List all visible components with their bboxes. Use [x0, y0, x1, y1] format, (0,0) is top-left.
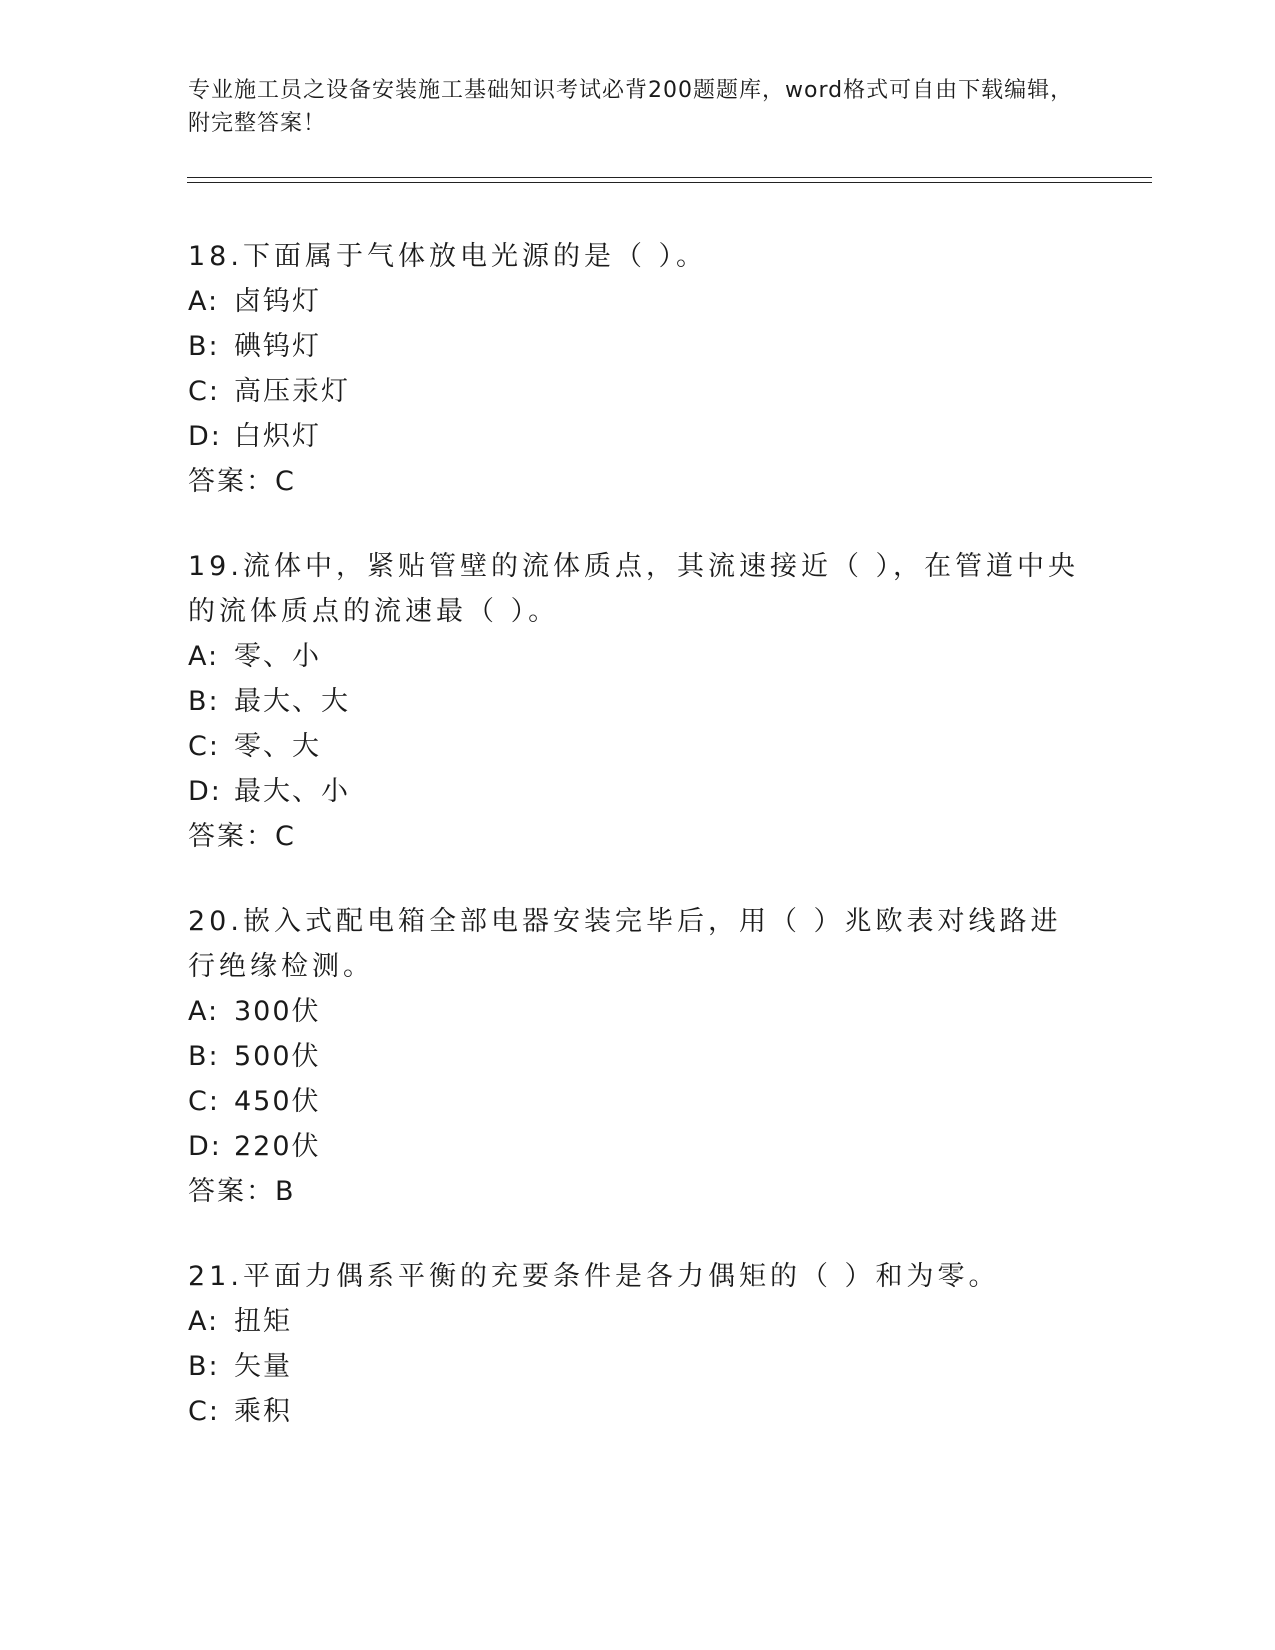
option-text: 扭矩 [234, 1306, 292, 1337]
option-text: 高压汞灯 [234, 376, 350, 407]
option-key: C: [188, 376, 220, 407]
option-a [188, 1299, 1088, 1344]
option-text: 卤钨灯 [234, 286, 321, 317]
option-key: B: [188, 331, 220, 362]
option-text: 零、小 [234, 641, 321, 672]
option-b [188, 324, 1088, 369]
header-divider-top [187, 177, 1152, 178]
option-text: 碘钨灯 [234, 331, 321, 362]
option-text: 220伏 [234, 1131, 321, 1162]
option-b [188, 679, 1088, 724]
option-text: 零、大 [234, 731, 321, 762]
option-key: B: [188, 1041, 220, 1072]
option-key: C: [188, 1086, 220, 1117]
option-text: 300伏 [234, 996, 321, 1027]
option-a [188, 634, 1088, 679]
question-text: 21.平面力偶系平衡的充要条件是各力偶矩的（ ）和为零。 [188, 1261, 1000, 1292]
question-text: 18.下面属于气体放电光源的是（ ）。 [188, 241, 708, 272]
question-list [188, 234, 1088, 1474]
option-key: B: [188, 686, 220, 717]
option-c [188, 1079, 1088, 1124]
answer-line: 答案：B [188, 1176, 296, 1207]
option-text: 乘积 [234, 1396, 292, 1427]
question-21 [188, 1254, 1088, 1434]
answer-line: 答案：C [188, 821, 296, 852]
document-header [188, 74, 1088, 140]
question-text: 19.流体中，紧贴管壁的流体质点，其流速接近（ ），在管道中央的流体质点的流速最（ ）。 [188, 551, 1080, 627]
option-text: 最大、大 [234, 686, 350, 717]
question-18 [188, 234, 1088, 504]
option-d [188, 1124, 1088, 1169]
option-text: 矢量 [234, 1351, 292, 1382]
option-key: C: [188, 731, 220, 762]
option-c [188, 1389, 1088, 1434]
option-key: D: [188, 1131, 222, 1162]
option-c [188, 369, 1088, 414]
option-text: 白炽灯 [234, 421, 321, 452]
option-text: 最大、小 [234, 776, 350, 807]
option-text: 450伏 [234, 1086, 321, 1117]
option-key: C: [188, 1396, 220, 1427]
header-divider-bottom [187, 182, 1152, 183]
question-19 [188, 544, 1088, 859]
option-key: B: [188, 1351, 220, 1382]
option-b [188, 1344, 1088, 1389]
option-d [188, 414, 1088, 459]
option-c [188, 724, 1088, 769]
header-title: 专业施工员之设备安装施工基础知识考试必背200题题库，word格式可自由下载编辑，附完整答案！ [188, 78, 1074, 136]
option-key: D: [188, 421, 222, 452]
option-key: A: [188, 1306, 220, 1337]
option-text: 500伏 [234, 1041, 321, 1072]
question-20 [188, 899, 1088, 1214]
question-text: 20.嵌入式配电箱全部电器安装完毕后，用（ ）兆欧表对线路进行绝缘检测。 [188, 906, 1062, 982]
option-a [188, 989, 1088, 1034]
option-a [188, 279, 1088, 324]
option-key: A: [188, 641, 220, 672]
option-key: A: [188, 286, 220, 317]
option-key: D: [188, 776, 222, 807]
answer-line: 答案：C [188, 466, 296, 497]
option-key: A: [188, 996, 220, 1027]
option-b [188, 1034, 1088, 1079]
option-d [188, 769, 1088, 814]
